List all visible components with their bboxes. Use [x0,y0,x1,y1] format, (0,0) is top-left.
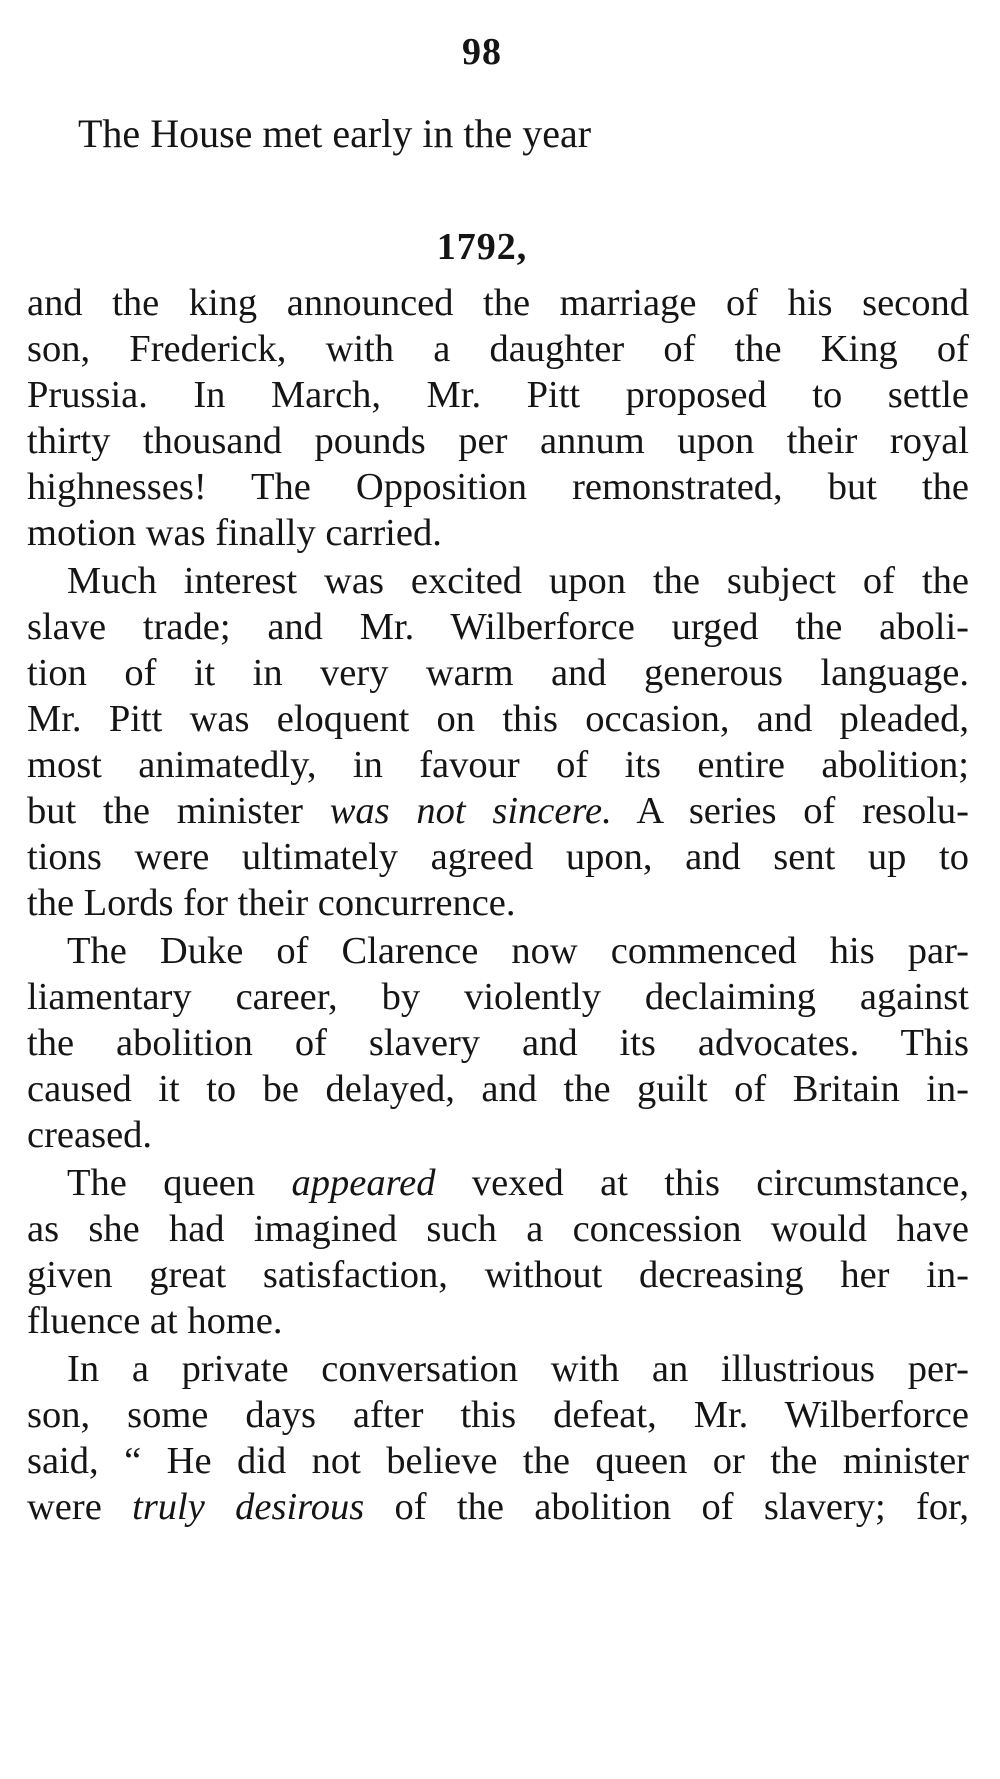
text-line-mixed [27,788,969,834]
text-line: In a private conversation with an illustrious per- [67,1348,969,1390]
text-line: motion was finally carried. [27,512,442,554]
italic-run: was not sincere. [329,790,612,832]
text-line: thirty thousand pounds per annum upon their royal [27,420,969,462]
text-line: tions were ultimately agreed upon, and sent up to [27,836,969,878]
body-text [27,280,969,1530]
paragraph [27,280,969,556]
text-line: the abolition of slavery and its advocates. This [27,1022,969,1064]
text-line-mixed [27,1160,969,1206]
paragraph [27,558,969,926]
text-line-mixed [27,1484,969,1530]
text-line: said, “ He did not believe the queen or the minister [27,1440,969,1482]
lead-line: The House met early in the year [78,111,592,156]
text-line: creased. [27,1114,153,1156]
text-line: son, Frederick, with a daughter of the King of [27,328,969,370]
paragraph [27,1346,969,1530]
text-line: liamentary career, by violently declaiming against [27,976,969,1018]
paragraph [27,928,969,1158]
text-run: of the abolition of slavery; for, [364,1486,969,1528]
text-line: the Lords for their concurrence. [27,882,516,924]
text-run: vexed at this circumstance, [435,1162,969,1204]
year-heading: 1792, [436,226,528,268]
italic-run: appeared [291,1162,436,1204]
text-line: Much interest was excited upon the subject of the [67,560,969,602]
text-line: The Duke of Clarence now commenced his par- [67,930,969,972]
text-run: A series of resolu- [611,790,969,832]
text-line: Mr. Pitt was eloquent on this occasion, and pleaded, [27,698,969,740]
page-number: 98 [462,31,502,73]
text-line: son, some days after this defeat, Mr. Wilberforce [27,1394,969,1436]
text-line: most animatedly, in favour of its entire abolition; [27,744,969,786]
text-line: fluence at home. [27,1300,283,1342]
text-run: were [27,1486,133,1528]
text-line: and the king announced the marriage of his second [27,282,969,324]
text-line: given great satisfaction, without decreasing her in- [27,1254,969,1296]
text-line: Prussia. In March, Mr. Pitt proposed to settle [27,374,969,416]
text-run: but the minister [27,790,330,832]
text-line: as she had imagined such a concession would have [27,1208,969,1250]
italic-run: truly desirous [132,1486,365,1528]
paragraph [27,1160,969,1344]
text-line: slave trade; and Mr. Wilberforce urged the aboli- [27,606,969,648]
text-line: highnesses! The Opposition remonstrated, but the [27,466,969,508]
text-line: tion of it in very warm and generous language. [27,652,969,694]
text-run: The queen [67,1162,292,1204]
text-line: caused it to be delayed, and the guilt of Britain in- [27,1068,969,1110]
